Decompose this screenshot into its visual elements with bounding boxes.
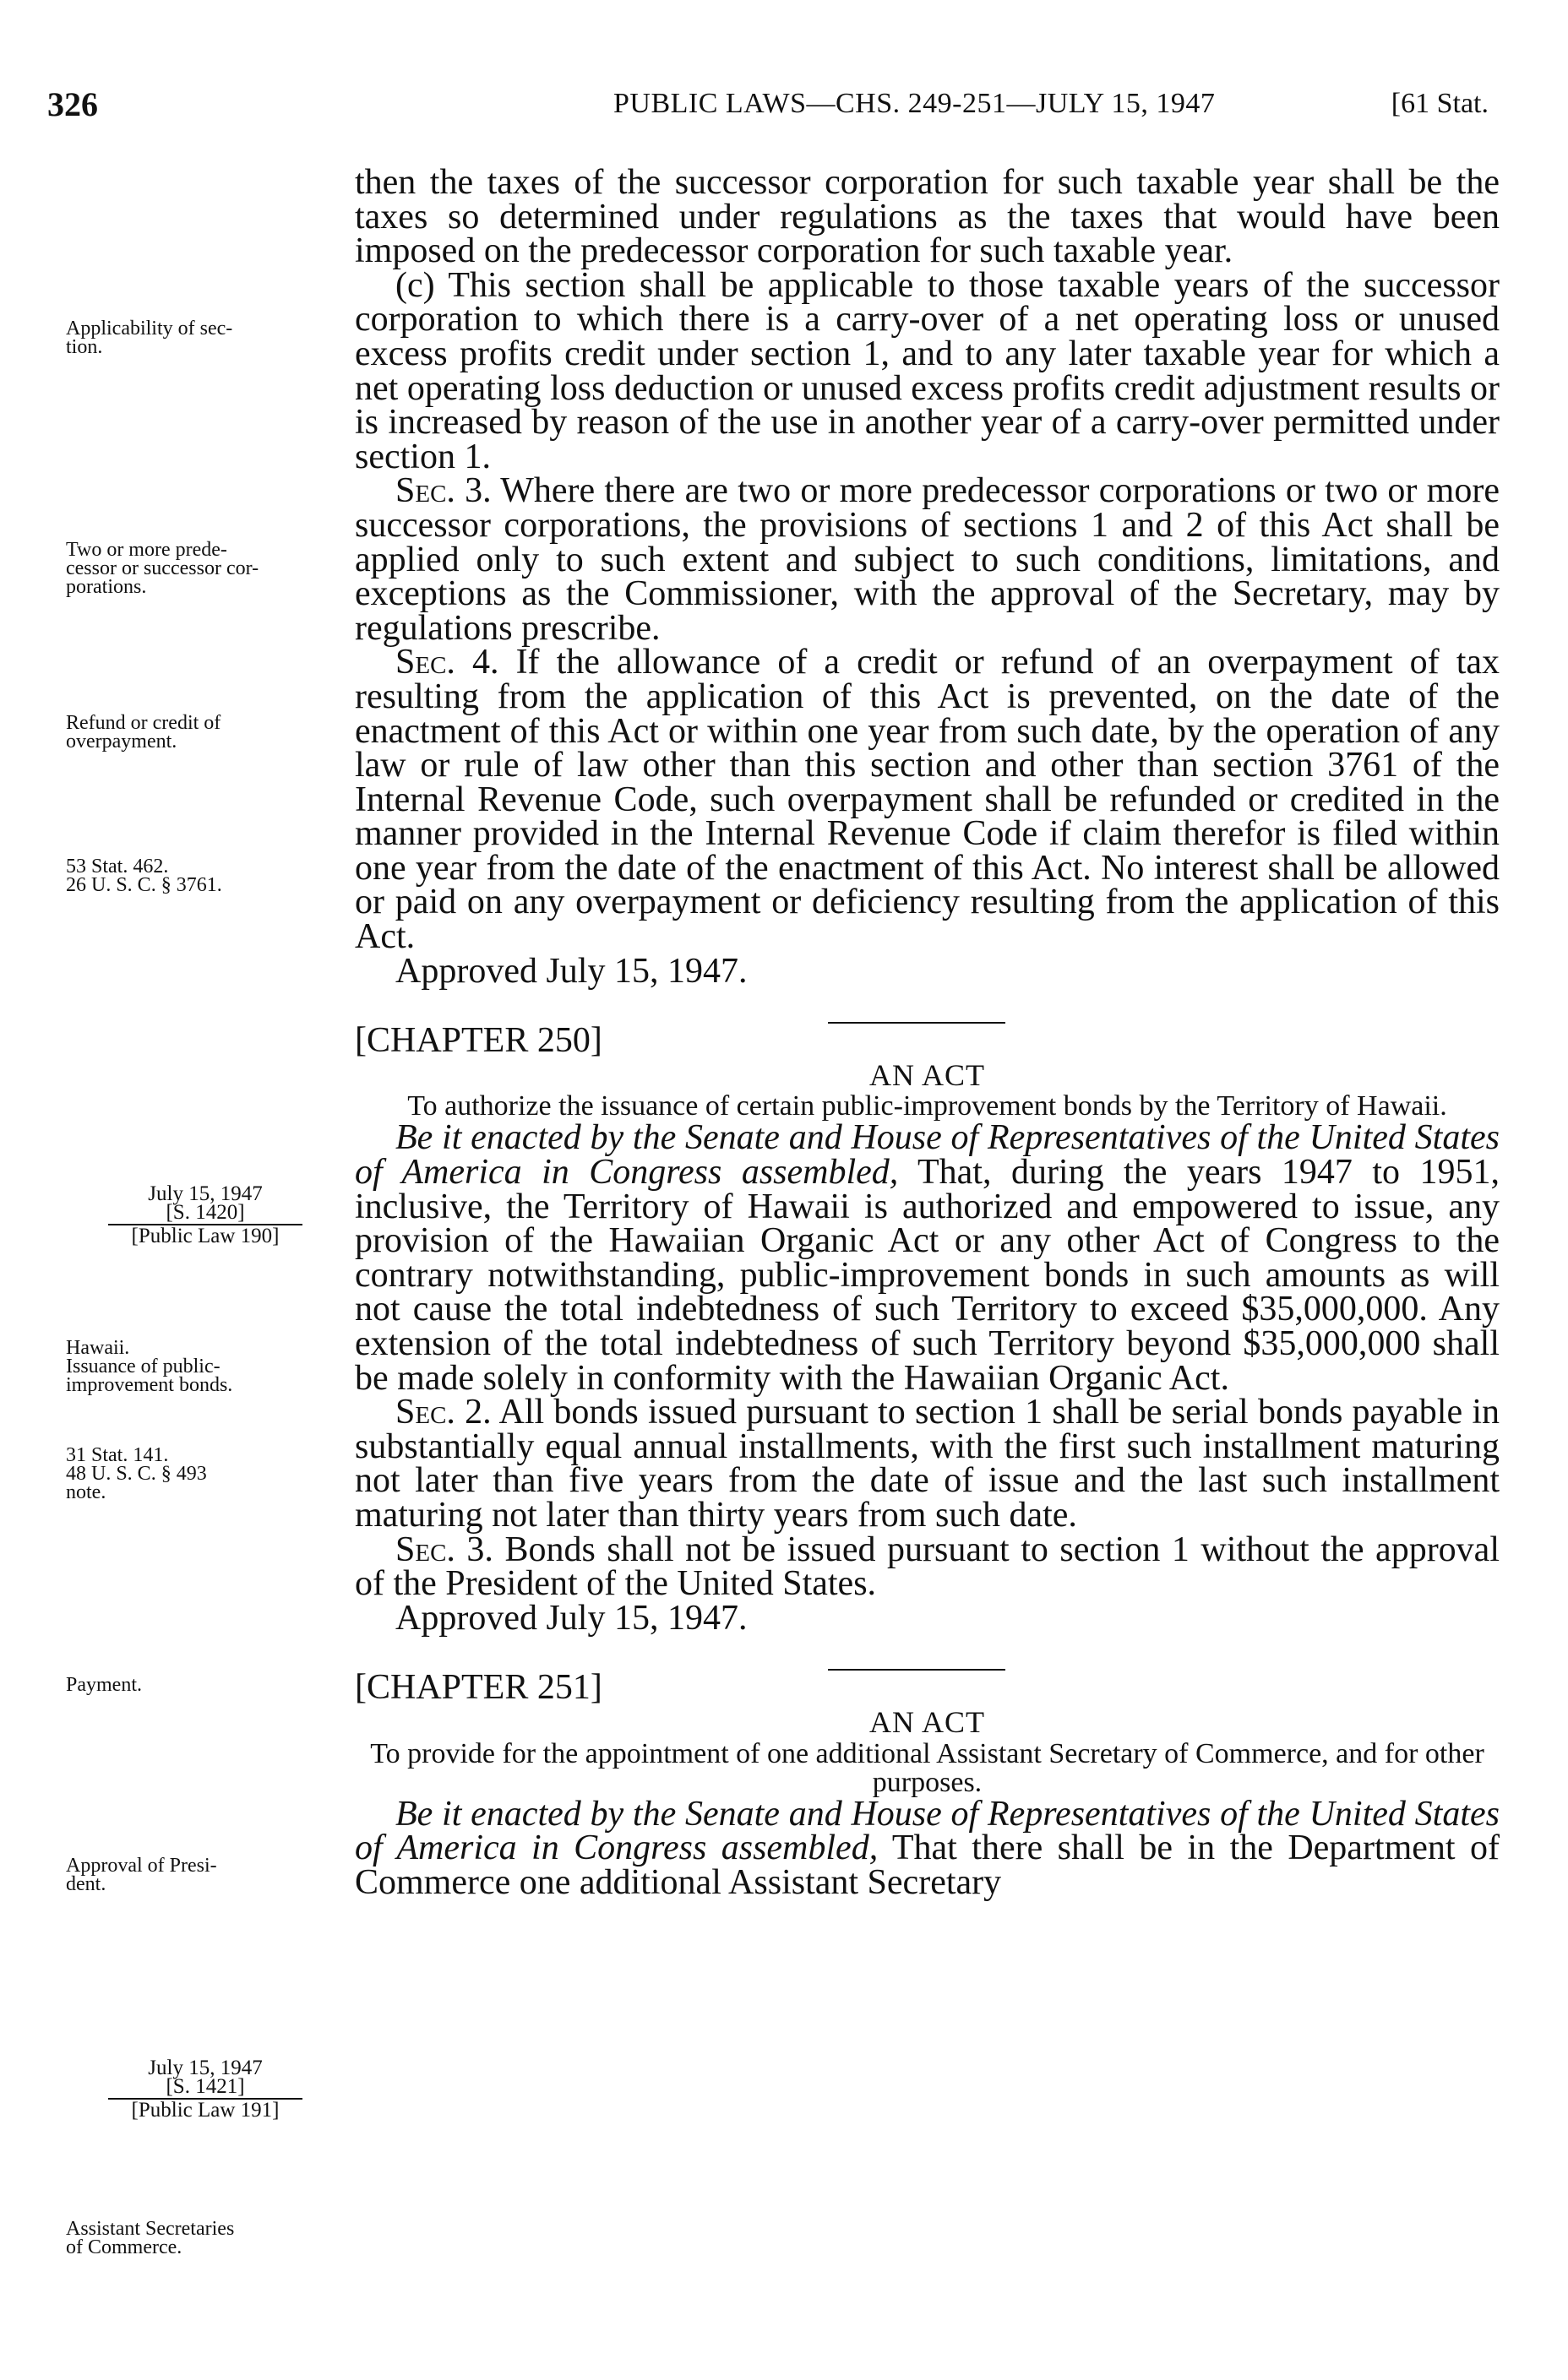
margin-note-approval (66, 1856, 345, 1894)
section-text: If the allowance of a credit or refund of an overpayment of tax resulting from the application of this Act is prevented, on the date of the enactment of this Act or within one year from such date, by the operation of any law or rule of law other than this section and other than section 3761 of the Internal Revenue Code, such overpayment shall be refunded or credited in the manner provided in the Internal Revenue Code if claim therefor is filed within one year from the date of the enactment of this Act. No interest shall be allowed or paid on any overpayment or deficiency resulting from the application of this Act. (355, 643, 1500, 957)
divider (828, 1022, 1005, 1024)
enactment-date: July 15, 1947 (148, 2057, 263, 2079)
margin-line: overpayment. (66, 731, 177, 753)
margin-note-payment (66, 1676, 345, 1694)
bill-number: [S. 1421] (166, 2075, 245, 2098)
margin-note-assistant-secretaries (66, 2220, 345, 2257)
margin-line: Applicability of sec- (66, 318, 233, 340)
margin-line: Hawaii. (66, 1337, 130, 1359)
act-purpose: To provide for the appointment of one additional Assistant Secretary of Commerce, and for other purposes. (370, 1737, 1484, 1798)
margin-line: 48 U. S. C. § 493 (66, 1463, 207, 1485)
public-law-number: [Public Law 191] (131, 2099, 280, 2122)
page-header (47, 84, 1489, 127)
margin-line: improvement bonds. (66, 1374, 233, 1396)
section-label: Sec. 3. (395, 1530, 493, 1569)
paragraph-continuation: then the taxes of the successor corporation for such taxable year shall be the taxes so determined under regulations as the taxes that would have been imposed on the predecessor corporation for such taxable year. (355, 163, 1500, 271)
margin-note-two-or-more (66, 541, 345, 596)
enacting-formula: Be it enacted by the Senate and House of Representatives of the United States of America in Congress assembled, (355, 1794, 1500, 1868)
section-label: Sec. 4. (395, 643, 499, 682)
section-3-paragraph (355, 1530, 1500, 1604)
margin-citation-1 (66, 857, 345, 894)
margin-line: note. (66, 1481, 106, 1503)
running-head: PUBLIC LAWS—CHS. 249-251—JULY 15, 1947 (613, 88, 1216, 119)
act-purpose: To authorize the issuance of certain public-improvement bonds by the Territory of Hawaii. (407, 1090, 1447, 1122)
margin-line: Two or more prede- (66, 539, 227, 561)
chapter-label: [CHAPTER 251] (355, 1668, 602, 1708)
margin-note-refund (66, 714, 345, 751)
act-heading: AN ACT (868, 1704, 985, 1739)
body-text (355, 163, 1500, 1902)
enactment-date: July 15, 1947 (148, 1182, 263, 1205)
section-label: Sec. 2. (395, 1393, 492, 1432)
chapter-250 (355, 1021, 1500, 1638)
margin-line: Issuance of public- (66, 1356, 220, 1377)
bill-number: [S. 1420] (166, 1201, 245, 1224)
approval-line: Approved July 15, 1947. (395, 951, 748, 991)
enacting-formula: Be it enacted by the Senate and House of Representatives of the United States of America in Congress assembled, (355, 1118, 1500, 1193)
enacting-clause (355, 1794, 1500, 1902)
enacting-clause (355, 1118, 1500, 1398)
statute-reference: [61 Stat. (1391, 88, 1489, 119)
section-2-paragraph (355, 1393, 1500, 1535)
act-heading: AN ACT (868, 1057, 985, 1092)
margin-line: cessor or successor cor- (66, 557, 259, 579)
margin-line: 26 U. S. C. § 3761. (66, 874, 222, 896)
margin-chapter-251-info (66, 2059, 345, 2120)
public-law-number: [Public Law 190] (131, 1225, 280, 1247)
section-text: All bonds issued pursuant to section 1 shall be serial bonds payable in substantially equal annual installments, with the first such installment maturing not later than five years from the date of issue and the last such installment maturing not later than thirty years from such date. (355, 1393, 1500, 1535)
margin-line: tion. (66, 336, 103, 358)
section-text: Where there are two or more predecessor corporations or two or more successor corporations, the provisions of sections 1 and 2 of this Act shall be applied only to such extent and subject to such conditions, limitations, and exceptions as the Commissioner, with the approval of the Secretary, may by regulations prescribe. (355, 471, 1500, 648)
section-3-paragraph (355, 471, 1500, 648)
margin-line: porations. (66, 576, 147, 598)
enacting-text: That there shall be in the Department of Commerce one additional Assistant Secretary (355, 1828, 1500, 1902)
section-label: Sec. 3. (395, 471, 492, 511)
margin-line: dent. (66, 1873, 106, 1895)
chapter-251 (355, 1668, 1500, 1902)
section-4-paragraph (355, 643, 1500, 957)
margin-line: Payment. (66, 1674, 142, 1696)
margin-line: 53 Stat. 462. (66, 856, 169, 878)
margin-chapter-250-info (66, 1182, 345, 1247)
approval-line: Approved July 15, 1947. (395, 1598, 748, 1638)
paragraph-applicability: (c) This section shall be applicable to those taxable years of the successor corporation to which there is a carry-over of a net operating loss or unused excess profits credit under section 1, and to any later taxable year for which a net operating loss deduction or unused excess profits credit adjustment results or is increased by reason of the use in another year of a carry-over permitted under section 1. (355, 265, 1500, 476)
chapter-label: [CHAPTER 250] (355, 1021, 602, 1061)
margin-line: 31 Stat. 141. (66, 1444, 169, 1466)
margin-note-applicability (66, 319, 345, 356)
page-number: 326 (47, 85, 98, 123)
margin-line: Approval of Presi- (66, 1855, 217, 1877)
section-text: Bonds shall not be issued pursuant to section 1 without the approval of the President of the United States. (355, 1530, 1500, 1604)
margin-note-hawaii (66, 1339, 345, 1394)
enacting-text: That, during the years 1947 to 1951, inclusive, the Territory of Hawaii is authorized and empowered to issue, any provision of the Hawaiian Organic Act or any other Act of Congress to the contrary notwithstanding, public-improvement bonds in such amounts as will not cause the total indebtedness of such Territory to exceed $35,000,000. Any extension of the total indebtedness of such Territory beyond $35,000,000 shall be made solely in conformity with the Hawaiian Organic Act. (355, 1153, 1500, 1398)
margin-citation-2 (66, 1446, 345, 1502)
margin-line: Assistant Secretaries (66, 2218, 235, 2240)
margin-line: Refund or credit of (66, 712, 221, 734)
margin-line: of Commerce. (66, 2236, 182, 2258)
divider (828, 1669, 1005, 1671)
